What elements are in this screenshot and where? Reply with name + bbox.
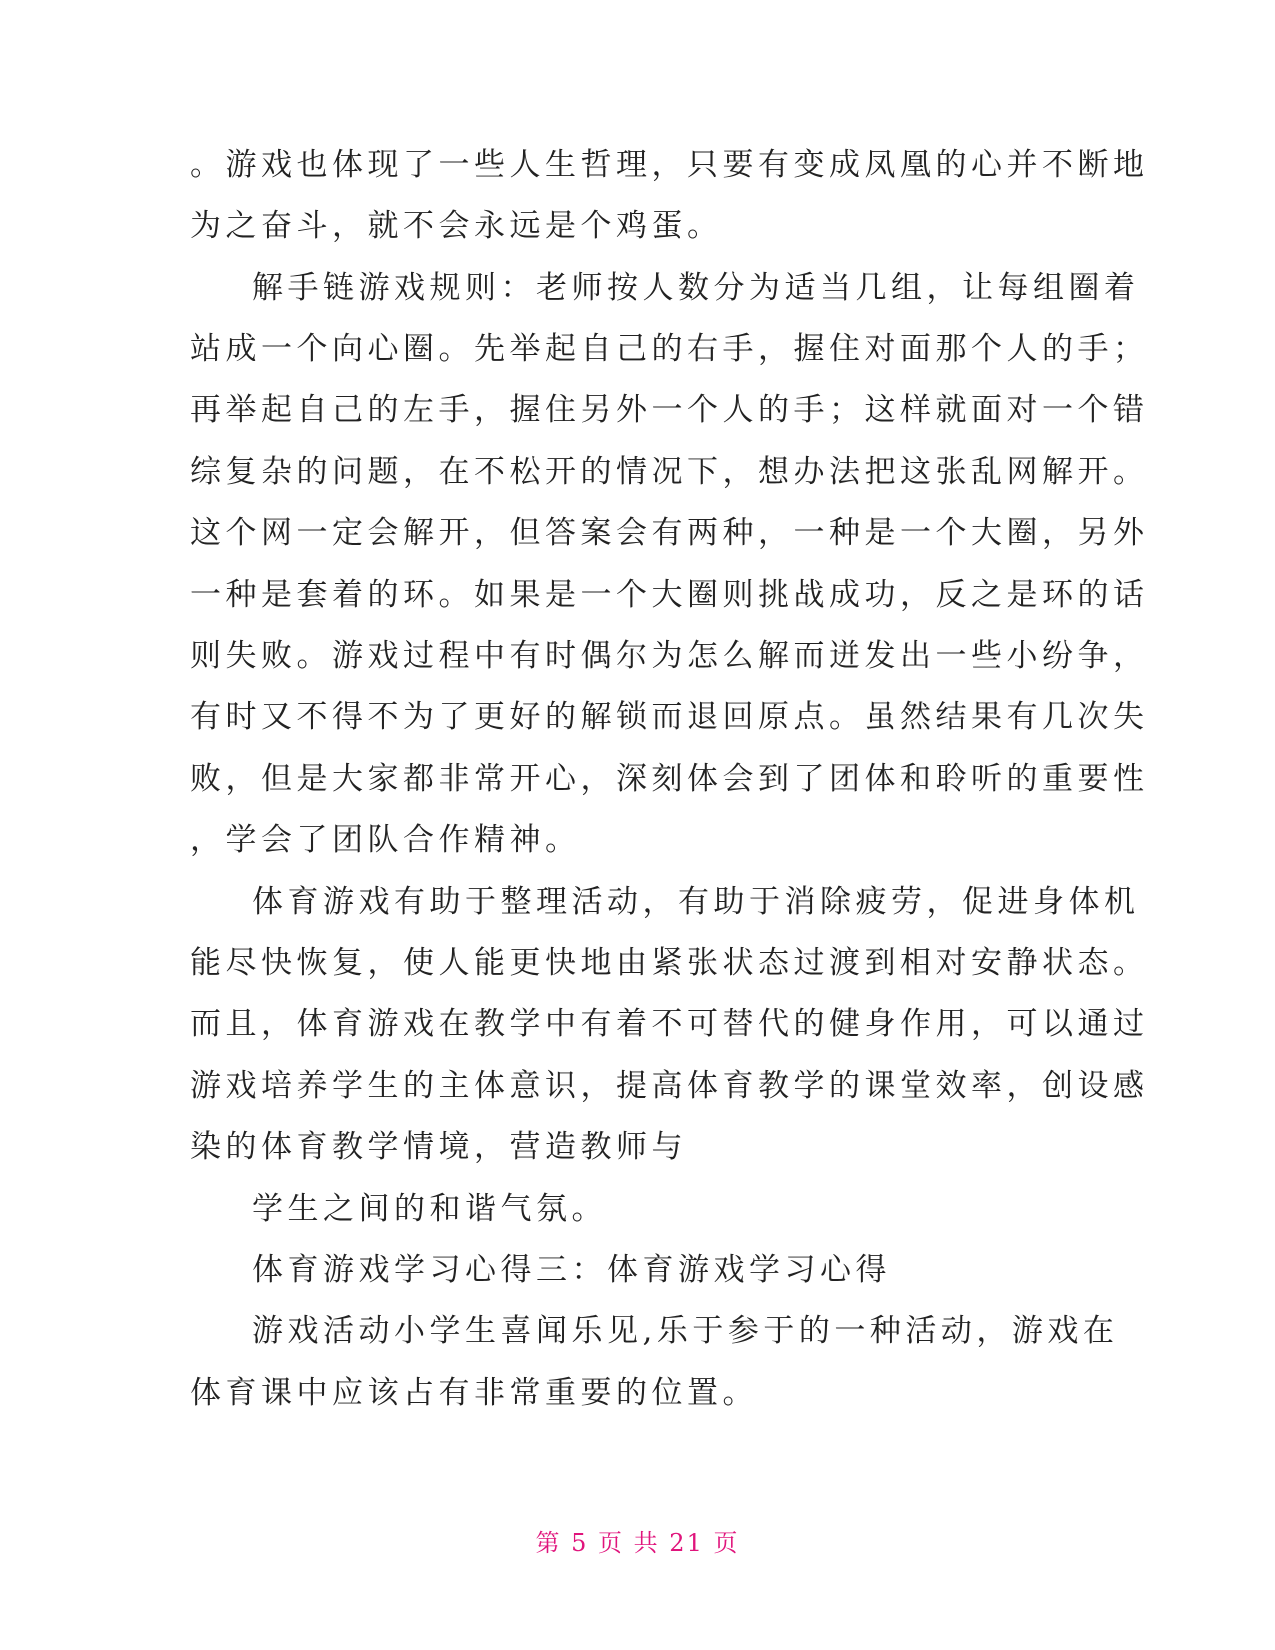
paragraph-line: 体育游戏有助于整理活动，有助于消除疲劳，促进身体机 bbox=[252, 884, 1140, 920]
paragraph-line: 。游戏也体现了一些人生哲理，只要有变成凤凰的心并不断地 bbox=[190, 147, 1149, 183]
paragraph-line: 能尽快恢复，使人能更快地由紧张状态过渡到相对安静状态。 bbox=[190, 945, 1149, 981]
paragraph-line: 则失败。游戏过程中有时偶尔为怎么解而迸发出一些小纷争， bbox=[190, 638, 1149, 674]
page-number-footer: 第 5 页 共 21 页 bbox=[535, 1529, 740, 1557]
paragraph-line: 学生之间的和谐气氛。 bbox=[252, 1191, 607, 1227]
paragraph-line: 解手链游戏规则：老师按人数分为适当几组，让每组圈着 bbox=[252, 270, 1140, 306]
paragraph-line: 游戏培养学生的主体意识，提高体育教学的课堂效率，创设感 bbox=[190, 1068, 1149, 1104]
paragraph-line: 染的体育教学情境，营造教师与 bbox=[190, 1129, 687, 1165]
paragraph-line: ，学会了团队合作精神。 bbox=[190, 822, 581, 858]
paragraph-line: 这个网一定会解开，但答案会有两种，一种是一个大圈，另外 bbox=[190, 515, 1149, 551]
section-heading: 体育游戏学习心得三：体育游戏学习心得 bbox=[252, 1252, 891, 1288]
paragraph-line: 游戏活动小学生喜闻乐见,乐于参于的一种活动，游戏在 bbox=[252, 1313, 1119, 1349]
paragraph-line: 为之奋斗，就不会永远是个鸡蛋。 bbox=[190, 208, 723, 244]
paragraph-line: 而且，体育游戏在教学中有着不可替代的健身作用，可以通过 bbox=[190, 1006, 1149, 1042]
paragraph-line: 再举起自己的左手，握住另外一个人的手；这样就面对一个错 bbox=[190, 392, 1149, 428]
paragraph-line: 败，但是大家都非常开心，深刻体会到了团体和聆听的重要性 bbox=[190, 761, 1149, 797]
paragraph-line: 一种是套着的环。如果是一个大圈则挑战成功，反之是环的话 bbox=[190, 577, 1149, 613]
paragraph-line: 有时又不得不为了更好的解锁而退回原点。虽然结果有几次失 bbox=[190, 699, 1149, 735]
paragraph-line: 综复杂的问题，在不松开的情况下，想办法把这张乱网解开。 bbox=[190, 454, 1149, 490]
paragraph-line: 站成一个向心圈。先举起自己的右手，握住对面那个人的手； bbox=[190, 331, 1149, 367]
paragraph-line: 体育课中应该占有非常重要的位置。 bbox=[190, 1375, 758, 1411]
